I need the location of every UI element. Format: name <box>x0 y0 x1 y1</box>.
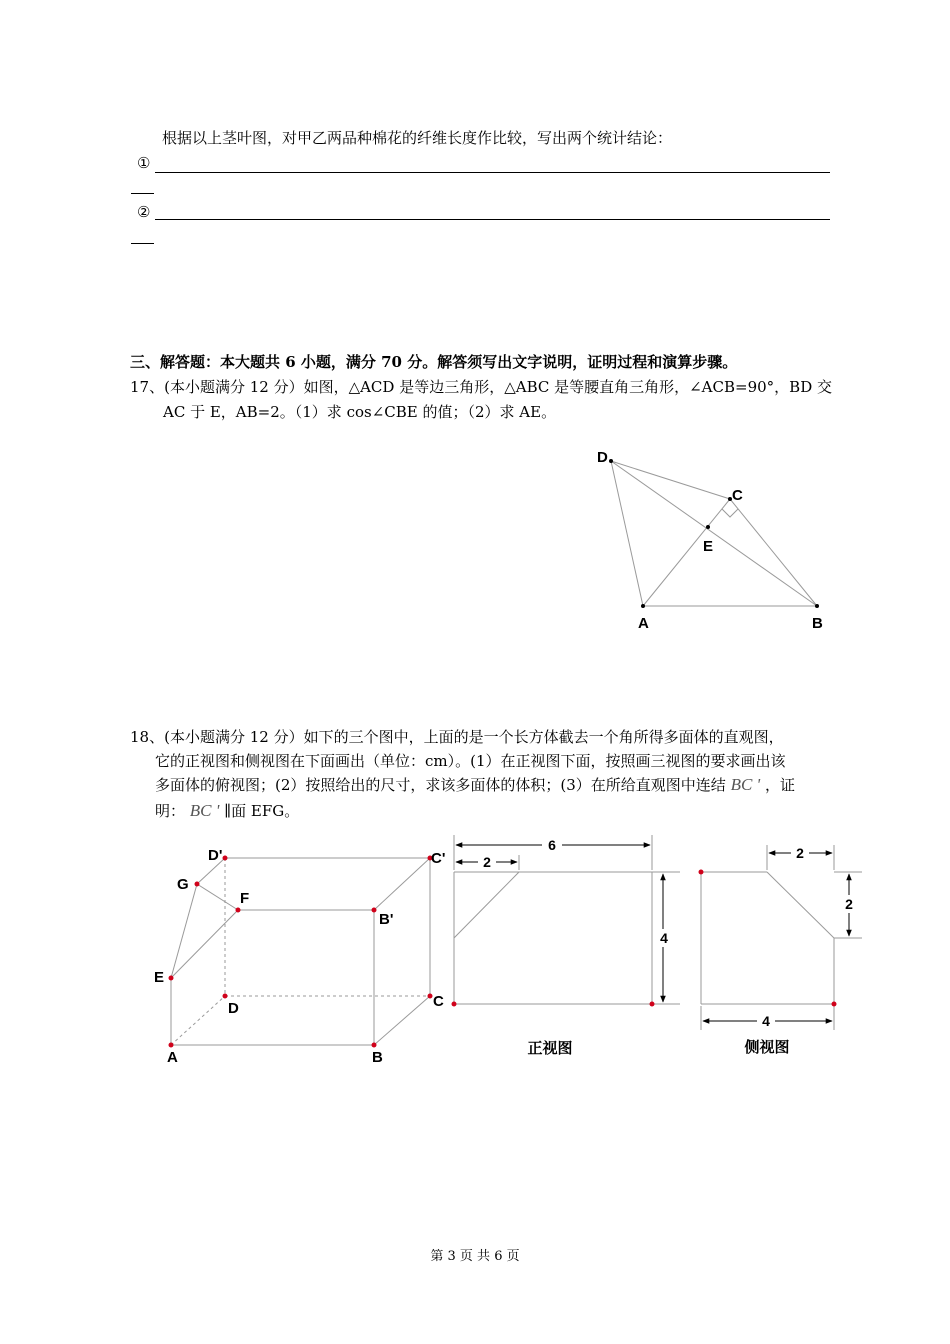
q18-text-line4 <box>155 801 299 821</box>
label-e: E <box>154 969 165 986</box>
right-angle-mark <box>722 509 738 517</box>
q17-text-line2: AC 于 E，AB=2。（1）求 cos∠CBE 的值；（2）求 AE。 <box>163 403 557 421</box>
q18-text-line1: 18、(本小题满分 12 分）如下的三个图中，上面的是一个长方体截去一个角所得多面体的直观图， <box>130 728 784 746</box>
front-dim-2: 2 <box>483 854 491 870</box>
q18-figures <box>140 830 870 1075</box>
edge-db <box>611 461 817 606</box>
point-d <box>223 994 228 999</box>
label-g: G <box>177 876 189 893</box>
point-c <box>428 994 433 999</box>
side-dim-bottom: 4 <box>762 1013 770 1029</box>
q18-text-line2: 它的正视图和侧视图在下面画出（单位：cm）。(1）在正视图下面，按照画三视图的要求画出该 <box>155 752 786 770</box>
q18-line3-start: 多面体的俯视图；(2）按照给出的尺寸，求该多面体的体积；(3）在所给直观图中连结 <box>155 776 726 794</box>
front-dim-4: 4 <box>660 930 668 946</box>
point-e <box>706 525 710 529</box>
point-b-prime <box>372 908 377 913</box>
answer-blank-1-tail <box>131 193 154 194</box>
side-view <box>699 845 863 1056</box>
label-d: D <box>228 1000 239 1017</box>
point-e <box>169 976 174 981</box>
side-view-caption: 侧视图 <box>744 1039 790 1056</box>
label-b: B <box>372 1049 383 1066</box>
edge-ac <box>643 499 730 606</box>
stem-leaf-prompt: 根据以上茎叶图，对甲乙两品种棉花的纤维长度作比较，写出两个统计结论： <box>162 129 673 147</box>
point-b <box>815 604 819 608</box>
edge-da <box>611 461 643 606</box>
q18-line4-start: 明： <box>155 802 186 820</box>
page-footer: 第 3 页 共 6 页 <box>430 1249 520 1264</box>
front-view-caption: 正视图 <box>527 1040 573 1057</box>
label-b: B <box>812 615 823 632</box>
blank-1-marker: ① <box>137 154 151 172</box>
label-d-prime: D' <box>208 847 223 864</box>
q18-line4-end: ∥面 EFG。 <box>224 802 300 820</box>
point-d <box>609 459 613 463</box>
label-c-prime: C' <box>431 850 446 867</box>
point-a <box>169 1043 174 1048</box>
q17-text-line1: 17、(本小题满分 12 分）如图，△ACD 是等边三角形，△ABC 是等腰直角三角形，∠ACB=90°，BD 交 <box>130 378 832 396</box>
point-g <box>195 882 200 887</box>
point-a <box>641 604 645 608</box>
bc-prime-symbol-2: BC ' <box>189 801 220 820</box>
q18-line3-end: ，证 <box>764 776 795 794</box>
blank-2-marker: ② <box>137 203 151 221</box>
edge-cb <box>730 499 817 606</box>
side-dim-right: 2 <box>845 896 853 912</box>
front-dim-6: 6 <box>548 837 556 853</box>
label-d: D <box>597 449 608 466</box>
side-dim-top: 2 <box>796 845 804 861</box>
bc-prime-symbol: BC ' <box>730 775 761 794</box>
label-b-prime: B' <box>379 911 394 928</box>
label-a: A <box>167 1049 178 1066</box>
label-c: C <box>433 993 444 1010</box>
section-heading: 三、解答题：本大题共 6 小题，满分 70 分。解答须写出文字说明，证明过程和演算步骤。 <box>130 353 738 371</box>
front-view <box>452 835 681 1057</box>
label-e: E <box>703 538 714 555</box>
edge-dc <box>611 461 730 499</box>
q17-triangle-figure <box>580 440 840 640</box>
answer-blank-2[interactable] <box>155 219 830 220</box>
point-f <box>236 908 241 913</box>
point-b <box>372 1043 377 1048</box>
label-f: F <box>240 890 250 907</box>
answer-blank-2-tail <box>131 243 154 244</box>
point-d-prime <box>223 856 228 861</box>
answer-blank-1[interactable] <box>155 172 830 173</box>
label-a: A <box>638 615 649 632</box>
q18-text-line3 <box>155 775 795 795</box>
label-c: C <box>732 487 743 504</box>
solid-perspective <box>171 858 430 1045</box>
